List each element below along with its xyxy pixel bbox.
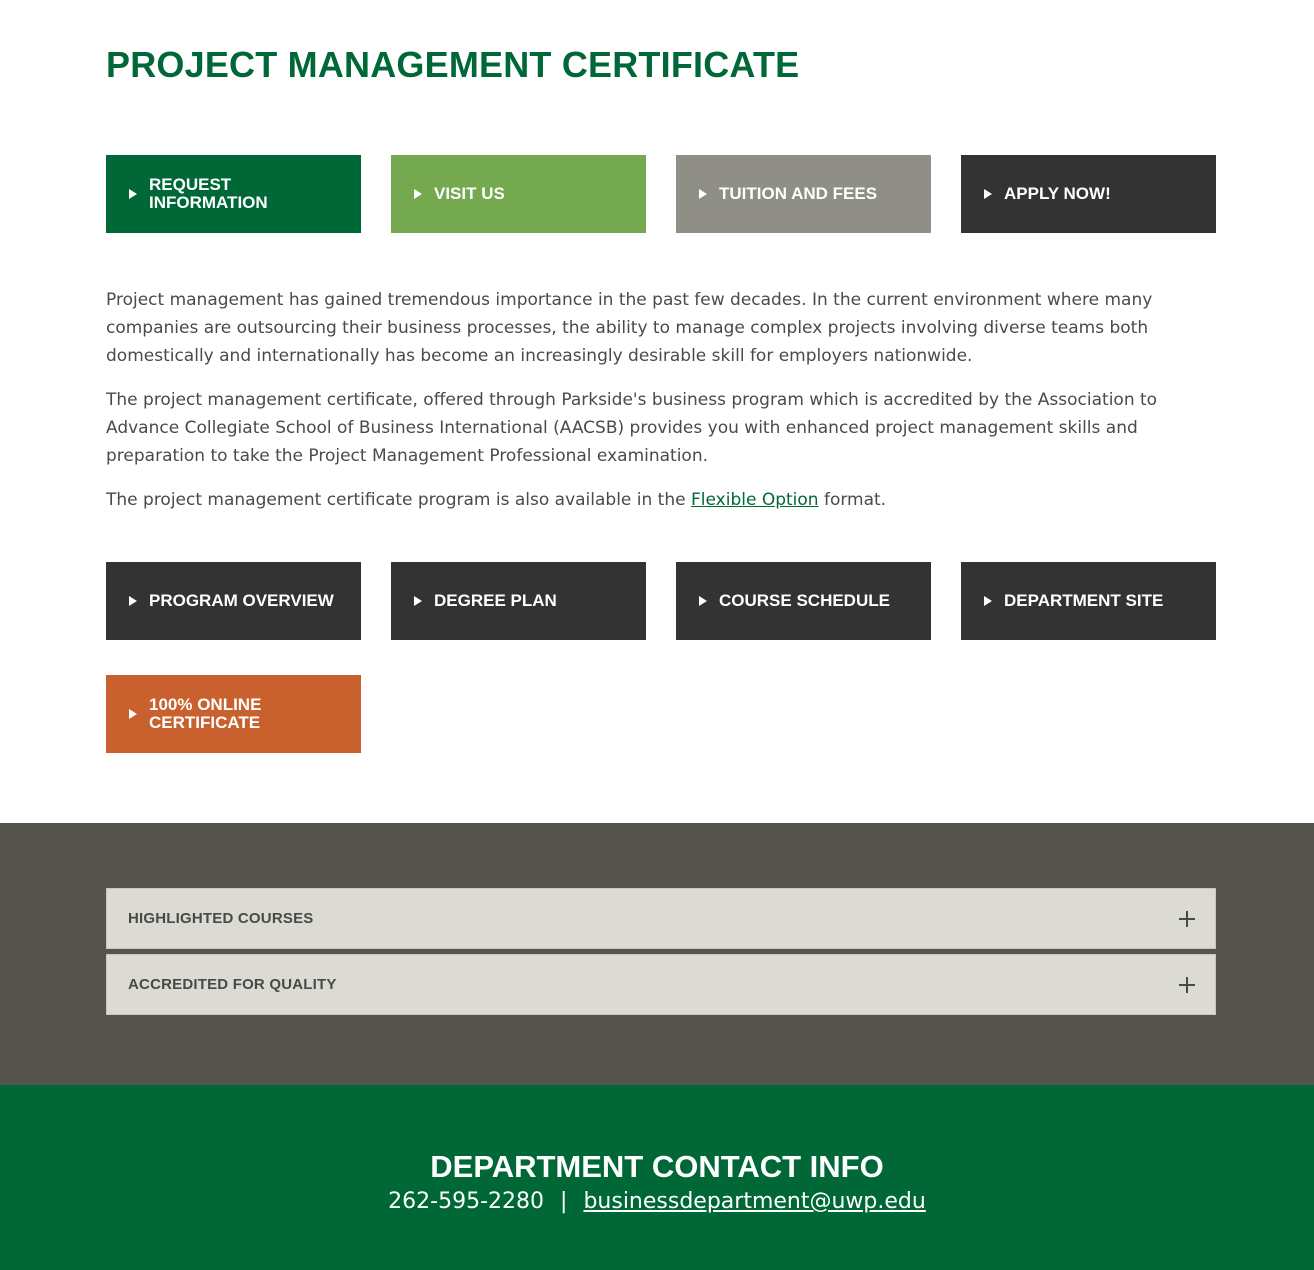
visit-us-button[interactable]: [391, 155, 646, 233]
accordion-label: ACCREDITED FOR QUALITY: [128, 976, 337, 993]
paragraph-text: format.: [818, 490, 887, 510]
play-arrow-icon: [699, 189, 707, 199]
department-site-button[interactable]: [961, 562, 1216, 640]
accordion-label: HIGHLIGHTED COURSES: [128, 910, 314, 927]
play-arrow-icon: [984, 189, 992, 199]
play-arrow-icon: [129, 709, 137, 719]
plus-icon[interactable]: [1179, 977, 1195, 993]
course-schedule-button[interactable]: [676, 562, 931, 640]
paragraph-intro: Project management has gained tremendous importance in the past few decades. In the current environment where many companies are outsourcing their business processes, the ability to manage complex projects involving diverse teams both domestically and internationally has become an increasingly desirable skill for employers nationwide.: [106, 290, 1153, 366]
button-label: 100% ONLINE CERTIFICATE: [149, 695, 262, 732]
contact-details: [0, 1189, 1314, 1214]
play-arrow-icon: [129, 189, 137, 199]
phone-number: 262-595-2280: [388, 1189, 545, 1214]
flexible-option-link[interactable]: Flexible Option: [691, 490, 819, 510]
play-arrow-icon: [129, 596, 137, 606]
degree-plan-button[interactable]: [391, 562, 646, 640]
paragraph-text: The project management certificate program is also available in the: [106, 490, 691, 510]
play-arrow-icon: [414, 596, 422, 606]
button-label: REQUEST INFORMATION: [149, 175, 268, 212]
program-overview-button[interactable]: [106, 562, 361, 640]
paragraph-accreditation: The project management certificate, offered through Parkside's business program which is accredited by the Association to Advance Collegiate School of Business International (AACSB) provides you with enhanced project management skills and preparation to take the Project Management Professional examination.: [106, 390, 1158, 466]
contact-footer: [0, 1085, 1314, 1270]
play-arrow-icon: [699, 596, 707, 606]
accordion-accredited-for-quality[interactable]: [106, 954, 1216, 1015]
request-information-button[interactable]: [106, 155, 361, 233]
plus-icon[interactable]: [1179, 911, 1195, 927]
tuition-and-fees-button[interactable]: [676, 155, 931, 233]
page-title: PROJECT MANAGEMENT CERTIFICATE: [106, 44, 800, 85]
online-certificate-button[interactable]: [106, 675, 361, 753]
button-label: PROGRAM OVERVIEW: [149, 591, 334, 610]
button-label: TUITION AND FEES: [719, 184, 878, 203]
accordion-highlighted-courses[interactable]: [106, 888, 1216, 949]
separator: |: [560, 1189, 568, 1214]
button-label: VISIT US: [434, 184, 505, 203]
play-arrow-icon: [414, 189, 422, 199]
button-label: APPLY NOW!: [1004, 184, 1111, 203]
play-arrow-icon: [984, 596, 992, 606]
button-label: DEGREE PLAN: [434, 591, 557, 610]
button-label: DEPARTMENT SITE: [1004, 591, 1164, 610]
email-link[interactable]: businessdepartment@uwp.edu: [583, 1189, 926, 1214]
paragraph-flexible-option: [106, 486, 1218, 514]
contact-title: DEPARTMENT CONTACT INFO: [430, 1149, 884, 1184]
program-description: [106, 286, 1218, 530]
button-label: COURSE SCHEDULE: [719, 591, 890, 610]
apply-now-button[interactable]: [961, 155, 1216, 233]
